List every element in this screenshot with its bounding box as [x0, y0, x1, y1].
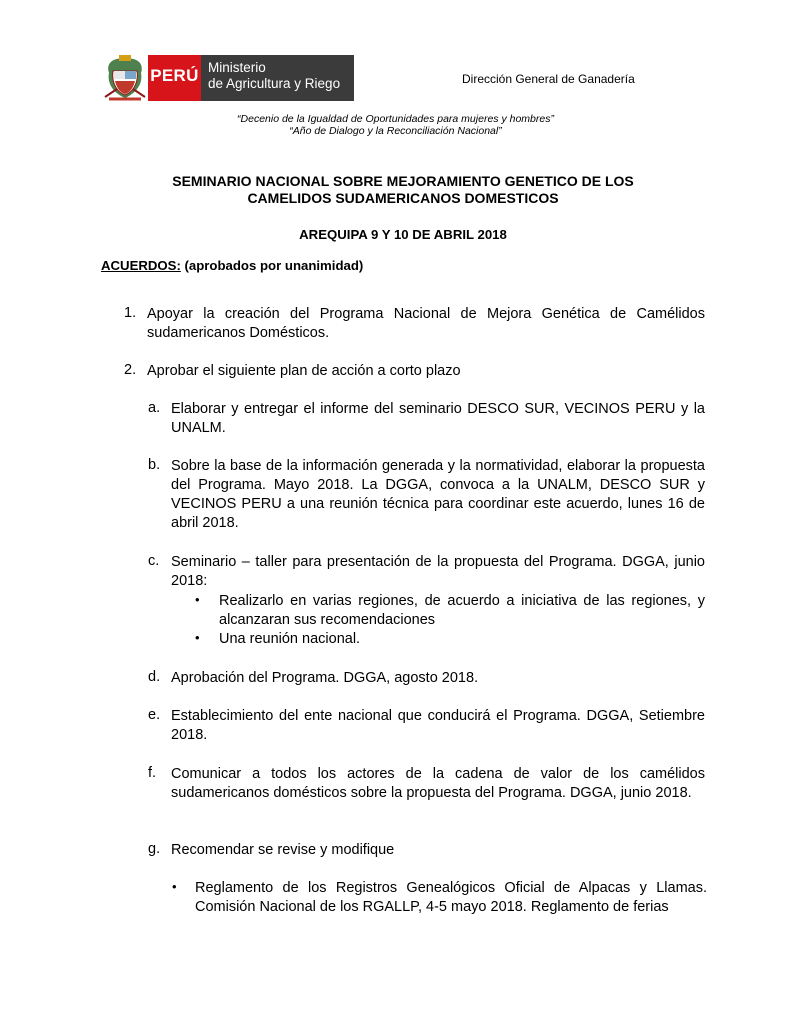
subitem-f-text: Comunicar a todos los actores de la cadena de valor de los camélidos sudamericanos domésticos sobre la propuesta del Programa. DGGA, junio 2018. — [171, 766, 705, 801]
subitem-g-marker: g. — [148, 841, 161, 857]
agreements-heading — [101, 258, 363, 273]
subitem-a-marker: a. — [148, 400, 161, 416]
peru-coat-of-arms-icon — [103, 53, 147, 103]
item-1-text: Apoyar la creación del Programa Nacional de Mejora Genética de Camélidos sudamericanos Domésticos. — [147, 306, 705, 341]
subitem-c-bullet-2: Una reunión nacional. — [219, 631, 361, 647]
item-1-number: 1. — [124, 305, 137, 321]
subitem-c-text: Seminario – taller para presentación de la propuesta del Programa. DGGA, junio 2018: — [171, 554, 705, 589]
subitem-e-marker: e. — [148, 707, 161, 723]
subitem-c-marker: c. — [148, 553, 160, 569]
ministry-line-1: Ministerio — [208, 60, 266, 75]
subitem-a-text: Elaborar y entregar el informe del seminario DESCO SUR, VECINOS PERU y la UNALM. — [171, 401, 705, 436]
bullet-icon: • — [195, 592, 200, 607]
subitem-c-bullet-1: Realizarlo en varias regiones, de acuerdo a iniciativa de las regiones, y alcanzaran sus recomendaciones — [219, 593, 705, 628]
subitem-b-marker: b. — [148, 457, 161, 473]
subitem-b-text: Sobre la base de la información generada y la normatividad, elaborar la propuesta del Programa. Mayo 2018. La DGGA, convoca a la UNALM, DESCO SUR y VECINOS PERU a una reunión técnica para coordinar este acuerdo, lunes 16 de abril 2018. — [171, 458, 705, 531]
subitem-d-marker: d. — [148, 669, 161, 685]
peru-logo-text: PERÚ — [150, 66, 199, 85]
document-title-line-2: CAMELIDOS SUDAMERICANOS DOMESTICOS — [247, 190, 559, 206]
subitem-e-text: Establecimiento del ente nacional que conducirá el Programa. DGGA, Setiembre 2018. — [171, 708, 705, 743]
subitem-d-text: Aprobación del Programa. DGGA, agosto 2018. — [171, 670, 479, 686]
ministry-line-2: de Agricultura y Riego — [208, 76, 341, 91]
decade-motto: “Decenio de la Igualdad de Oportunidades para mujeres y hombres” — [237, 113, 554, 125]
year-motto: “Año de Dialogo y la Reconciliación Nacional” — [289, 125, 502, 137]
subitem-f-marker: f. — [148, 765, 157, 781]
item-2-number: 2. — [124, 362, 137, 378]
document-title-line-1: SEMINARIO NACIONAL SOBRE MEJORAMIENTO GENETICO DE LOS — [172, 173, 634, 189]
direction-name: Dirección General de Ganadería — [462, 72, 635, 86]
item-2-text: Aprobar el siguiente plan de acción a corto plazo — [147, 363, 461, 379]
bullet-icon: • — [172, 879, 177, 894]
subitem-g-bullet-1: Reglamento de los Registros Genealógicos Oficial de Alpacas y Llamas. Comisión Nacional de los RGALLP, 4-5 mayo 2018. Reglamento de ferias — [195, 880, 707, 915]
agreements-label: ACUERDOS: — [101, 258, 181, 273]
subitem-g-text: Recomendar se revise y modifique — [171, 842, 395, 858]
ministry-logo-text — [208, 60, 340, 92]
document-subtitle: AREQUIPA 9 Y 10 DE ABRIL 2018 — [299, 227, 507, 242]
bullet-icon: • — [195, 630, 200, 645]
agreements-note: (aprobados por unanimidad) — [180, 258, 364, 273]
